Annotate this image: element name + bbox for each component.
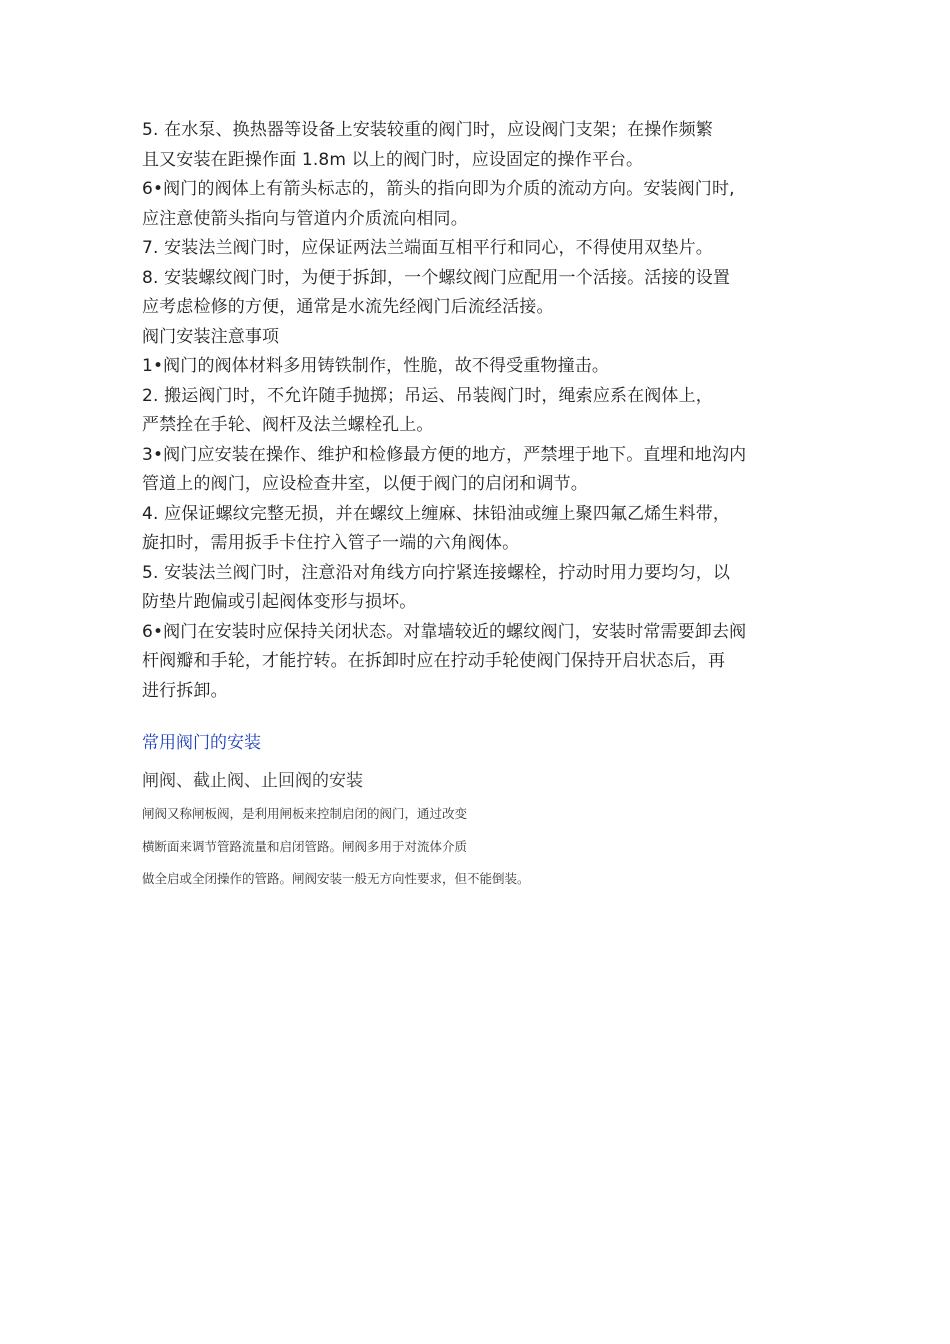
text-line: 8. 安装螺纹阀门时，为便于拆卸，一个螺纹阀门应配用一个活接。活接的设置 [142, 267, 731, 288]
text-line: 5. 在水泵、换热器等设备上安装较重的阀门时，应设阀门支架；在操作频繁 [142, 120, 713, 140]
document-page [142, 116, 814, 894]
text-line: 5. 安装法兰阀门时，注意沿对角线方向拧紧连接螺栓，拧动时用力要均匀，以 [142, 562, 731, 583]
text-line: 2. 搬运阀门时，不允许随手抛掷；吊运、吊装阀门时，绳索应系在阀体上， [142, 385, 713, 406]
small-text-line: 横断面来调节管路流量和启闭管路。闸阀多用于对流体介质 [142, 838, 468, 854]
text-line: 严禁拴在手轮、阀杆及法兰螺栓孔上。 [142, 415, 434, 435]
text-line: 杆阀瓣和手轮，才能拧转。在拆卸时应在拧动手轮使阀门保持开启状态后，再 [142, 651, 726, 671]
heading-line: 阀门安装注意事项 [142, 326, 280, 347]
text-line: 7. 安装法兰阀门时，应保证两法兰端面互相平行和同心，不得使用双垫片。 [142, 238, 713, 258]
text-line: 应考虑检修的方便，通常是水流先经阀门后流经活接。 [142, 297, 554, 317]
text-line: 1•阀门的阀体材料多用铸铁制作，性脆，故不得受重物撞击。 [142, 356, 610, 376]
text-line: 进行拆卸。 [142, 680, 228, 701]
text-line: 旋扣时，需用扳手卡住拧入管子一端的六角阀体。 [142, 533, 520, 553]
text-line: 应注意使箭头指向与管道内介质流向相同。 [142, 208, 468, 229]
section-subtitle: 闸阀、截止阀、止回阀的安装 [142, 771, 363, 791]
text-line: 防垫片跑偏或引起阀体变形与损坏。 [142, 592, 417, 612]
small-text-line: 做全启或全闭操作的管路。闸阀安装一般无方向性要求，但不能倒装。 [142, 871, 530, 886]
text-line: 且又安装在距操作面 1.8m 以上的阀门时，应设固定的操作平台。 [142, 149, 644, 170]
text-line: 6•阀门的阀体上有箭头标志的，箭头的指向即为介质的流动方向。安装阀门时, [142, 179, 735, 199]
text-line: 管道上的阀门，应设检查井室，以便于阀门的启闭和调节。 [142, 474, 588, 494]
text-line: 6•阀门在安装时应保持关闭状态。对靠墙较近的螺纹阀门，安装时常需要卸去阀 [142, 621, 747, 642]
text-line: 4. 应保证螺纹完整无损，并在螺纹上缠麻、抹铅油或缠上聚四氟乙烯生料带， [142, 503, 731, 524]
text-line: 3•阀门应安装在操作、维护和检修最方便的地方，严禁埋于地下。直埋和地沟内 [142, 444, 747, 465]
small-text-line: 闸阀又称闸板阀，是利用闸板来控制启闭的阀门，通过改变 [142, 806, 468, 821]
section-title: 常用阀门的安装 [142, 733, 261, 753]
